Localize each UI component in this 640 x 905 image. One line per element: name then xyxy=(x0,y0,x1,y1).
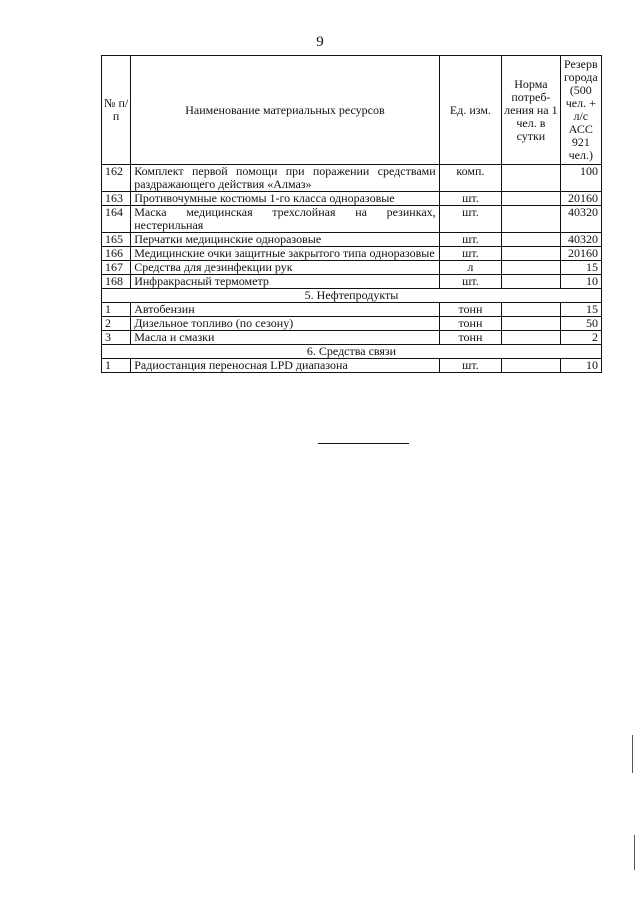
row-norm xyxy=(502,261,560,275)
row-norm xyxy=(502,275,560,289)
table-row xyxy=(102,192,602,206)
separator-line xyxy=(318,443,409,444)
table-header-row xyxy=(102,56,602,165)
row-number: 166 xyxy=(102,247,131,261)
row-unit: шт. xyxy=(439,275,502,289)
section-header-row xyxy=(102,345,602,359)
row-number: 2 xyxy=(102,317,131,331)
row-norm xyxy=(502,192,560,206)
row-unit: тонн xyxy=(439,317,502,331)
row-name: Радиостанция переносная LPD диапазона xyxy=(131,359,439,373)
row-reserve: 15 xyxy=(560,261,601,275)
row-unit: шт. xyxy=(439,206,502,233)
row-norm xyxy=(502,303,560,317)
row-reserve: 100 xyxy=(560,165,601,192)
row-name: Противочумные костюмы 1-го класса одноразовые xyxy=(131,192,439,206)
scan-mark xyxy=(634,835,635,870)
row-number: 162 xyxy=(102,165,131,192)
row-name: Перчатки медицинские одноразовые xyxy=(131,233,439,247)
row-norm xyxy=(502,317,560,331)
page-number: 9 xyxy=(316,34,324,50)
row-number: 163 xyxy=(102,192,131,206)
row-reserve: 10 xyxy=(560,275,601,289)
header-norm: Норма потреб-ления на 1 чел. в сутки xyxy=(502,56,560,165)
table-row xyxy=(102,233,602,247)
row-norm xyxy=(502,331,560,345)
row-name: Маска медицинская трехслойная на резинках, нестерильная xyxy=(131,206,439,233)
row-norm xyxy=(502,233,560,247)
row-unit: тонн xyxy=(439,331,502,345)
row-unit: шт. xyxy=(439,359,502,373)
table-row xyxy=(102,317,602,331)
row-number: 168 xyxy=(102,275,131,289)
table-row xyxy=(102,165,602,192)
header-unit: Ед. изм. xyxy=(439,56,502,165)
resources-table xyxy=(101,55,602,373)
row-name: Масла и смазки xyxy=(131,331,439,345)
row-number: 1 xyxy=(102,359,131,373)
row-name: Инфракрасный термометр xyxy=(131,275,439,289)
row-name: Дизельное топливо (по сезону) xyxy=(131,317,439,331)
row-name: Медицинские очки защитные закрытого типа одноразовые xyxy=(131,247,439,261)
row-reserve: 40320 xyxy=(560,206,601,233)
table-row xyxy=(102,359,602,373)
row-number: 3 xyxy=(102,331,131,345)
row-norm xyxy=(502,206,560,233)
table-row xyxy=(102,206,602,233)
row-unit: тонн xyxy=(439,303,502,317)
header-reserve: Резерв города (500 чел. + л/с АСС 921 чел.) xyxy=(560,56,601,165)
row-unit: л xyxy=(439,261,502,275)
row-reserve: 40320 xyxy=(560,233,601,247)
row-unit: шт. xyxy=(439,233,502,247)
row-reserve: 20160 xyxy=(560,192,601,206)
row-reserve: 15 xyxy=(560,303,601,317)
row-norm xyxy=(502,359,560,373)
table-row xyxy=(102,261,602,275)
row-number: 164 xyxy=(102,206,131,233)
header-name: Наименование материальных ресурсов xyxy=(131,56,439,165)
table-row xyxy=(102,331,602,345)
row-name: Средства для дезинфекции рук xyxy=(131,261,439,275)
table-row xyxy=(102,275,602,289)
row-norm xyxy=(502,247,560,261)
row-name: Автобензин xyxy=(131,303,439,317)
table-row xyxy=(102,247,602,261)
scan-mark xyxy=(632,735,633,773)
section-header-row xyxy=(102,289,602,303)
row-norm xyxy=(502,165,560,192)
row-unit: шт. xyxy=(439,247,502,261)
row-reserve: 20160 xyxy=(560,247,601,261)
row-number: 167 xyxy=(102,261,131,275)
section-title-communications: 6. Средства связи xyxy=(102,345,602,359)
header-number: № п/п xyxy=(102,56,131,165)
row-name: Комплект первой помощи при поражении средствами раздражающего действия «Алмаз» xyxy=(131,165,439,192)
row-reserve: 10 xyxy=(560,359,601,373)
row-unit: шт. xyxy=(439,192,502,206)
row-unit: комп. xyxy=(439,165,502,192)
row-number: 165 xyxy=(102,233,131,247)
row-number: 1 xyxy=(102,303,131,317)
row-reserve: 50 xyxy=(560,317,601,331)
row-reserve: 2 xyxy=(560,331,601,345)
table-row xyxy=(102,303,602,317)
section-title-petroleum: 5. Нефтепродукты xyxy=(102,289,602,303)
